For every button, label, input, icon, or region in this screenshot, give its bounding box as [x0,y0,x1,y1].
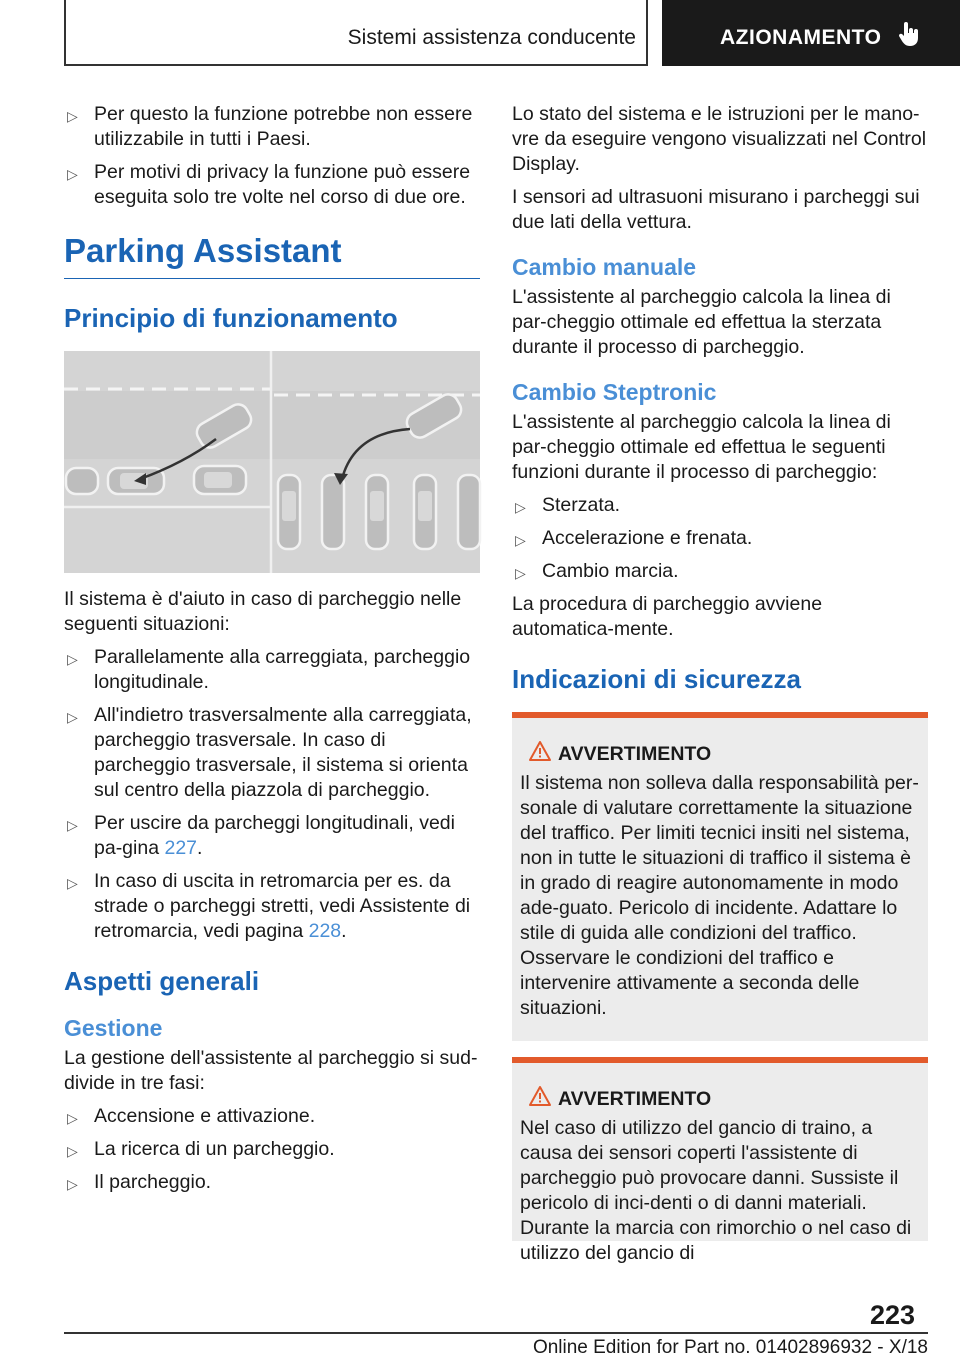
right-column [512,102,928,1264]
warning-box [512,712,928,1041]
list-item: ▷ Parallelamente alla carreggiata, parcheggio longitudinale. [67,646,471,693]
list-item: ▷ Il parcheggio. [64,1170,480,1195]
subheading-gestione: Gestione [64,1015,163,1041]
warning-box [512,1057,928,1264]
list-item: ▷ Cambio marcia. [512,559,928,584]
manual-text: L'assistente al parcheggio calcola la linea di par-cheggio ottimale ed effettua la sterzata durante il processo di parcheggio. [512,286,891,358]
bullet-triangle-icon: ▷ [515,532,526,548]
sensors-text: I sensori ad ultrasuoni misurano i parcheggi sui due lati della vettura. [512,186,920,233]
list-item: ▷ Accensione e attivazione. [64,1104,480,1129]
gestione-text: La gestione dell'assistente al parcheggio si sud-divide in tre fasi: [64,1047,478,1094]
bullet-triangle-icon: ▷ [67,1110,78,1126]
warning-triangle-icon [528,740,552,769]
warning-text: Il sistema non solleva dalla responsabilità per-sonale di valutare correttamente la situazione del traffico. Per limiti tecnici insiti nel sistema, non in tutte le situazioni di traffico il sistema è in grado di reagire autonomamente in modo ade-guato. Pericolo di incidente. Adattare lo stile di guida alle condizioni del traffico. Osservare le condizioni del traffico e intervenire attivamente a seconda delle situazioni. [520,772,919,1019]
page-link-227[interactable]: 227 [164,837,198,859]
warning-triangle-icon [528,1085,552,1114]
header-divider-mid [646,0,648,66]
subsection-title-general: Aspetti generali [64,966,260,996]
bullet-triangle-icon: ▷ [67,108,78,124]
footer-divider [64,1332,928,1334]
hand-pointer-icon [898,22,920,53]
warning-text: Nel caso di utilizzo del gancio di traino, a causa dei sensori coperti l'assistente di parcheggio può provocare danni. Sussiste il pericolo di inci-denti o di danni materiali. Durante la marcia con rimorchio o nel caso di utilizzo del gancio di [520,1117,912,1264]
section-title-parking-assistant: Parking Assistant [64,232,480,279]
list-item: ▷ Sterzata. [512,493,928,518]
bullet-triangle-icon: ▷ [67,166,78,182]
list-item: ▷ La ricerca di un parcheggio. [64,1137,480,1162]
page-link-228[interactable]: 228 [308,920,342,942]
bullet-triangle-icon: ▷ [67,709,78,725]
list-item: ▷ All'indietro trasversalmente alla carreggiata, parcheggio trasversale. In caso di parcheggio trasversale, il sistema si orienta sul centro della piazzola di parcheggio. [67,704,472,801]
header-divider-bottom [64,64,648,66]
list-item: ▷ In caso di uscita in retromarcia per es. da strade o parcheggi stretti, vedi Assistente di retromarcia, vedi pagina 228. [67,870,471,942]
bullet-triangle-icon: ▷ [67,1176,78,1192]
situations-intro: Il sistema è d'aiuto in caso di parcheggio nelle seguenti situazioni: [64,588,462,635]
header-chapter-title: AZIONAMENTO [720,26,882,49]
bullet-triangle-icon: ▷ [67,817,78,833]
bullet-triangle-icon: ▷ [67,875,78,891]
warning-title: AVVERTIMENTO [520,1087,920,1112]
subheading-steptronic: Cambio Steptronic [512,379,717,405]
automatic-text: La procedura di parcheggio avviene automatica-mente. [512,593,823,640]
bullet-triangle-icon: ▷ [67,651,78,667]
bullet-triangle-icon: ▷ [67,1143,78,1159]
header-section-title: Sistemi assistenza conducente [347,26,636,49]
status-text: Lo stato del sistema e le istruzioni per le mano-vre da eseguire vengono visualizzati nel Control Display. [512,103,927,175]
list-item: ▷ Accelerazione e frenata. [512,526,928,551]
subsection-title-safety: Indicazioni di sicurezza [512,664,801,694]
footer-edition: Online Edition for Part no. 01402896932 - X/18 [532,1337,928,1358]
subheading-manual: Cambio manuale [512,254,697,280]
left-column [64,102,480,1203]
list-item: ▷ Per motivi di privacy la funzione può essere eseguita solo tre volte nel corso di due ore. [67,161,471,208]
parking-illustration [64,351,480,573]
bullet-triangle-icon: ▷ [515,499,526,515]
header-chapter-tab [662,0,960,66]
subsection-title-principle: Principio di funzionamento [64,303,398,333]
steptronic-text: L'assistente al parcheggio calcola la linea di par-cheggio ottimale ed effettua le seguenti funzioni durante il processo di parcheggio: [512,411,891,483]
list-item: ▷ Per questo la funzione potrebbe non essere utilizzabile in tutti i Paesi. [67,103,473,150]
page-number: 223 [870,1300,916,1330]
warning-title: AVVERTIMENTO [520,742,920,767]
bullet-triangle-icon: ▷ [515,565,526,581]
list-item: ▷ Per uscire da parcheggi longitudinali, vedi pa-gina 227. [67,812,455,859]
